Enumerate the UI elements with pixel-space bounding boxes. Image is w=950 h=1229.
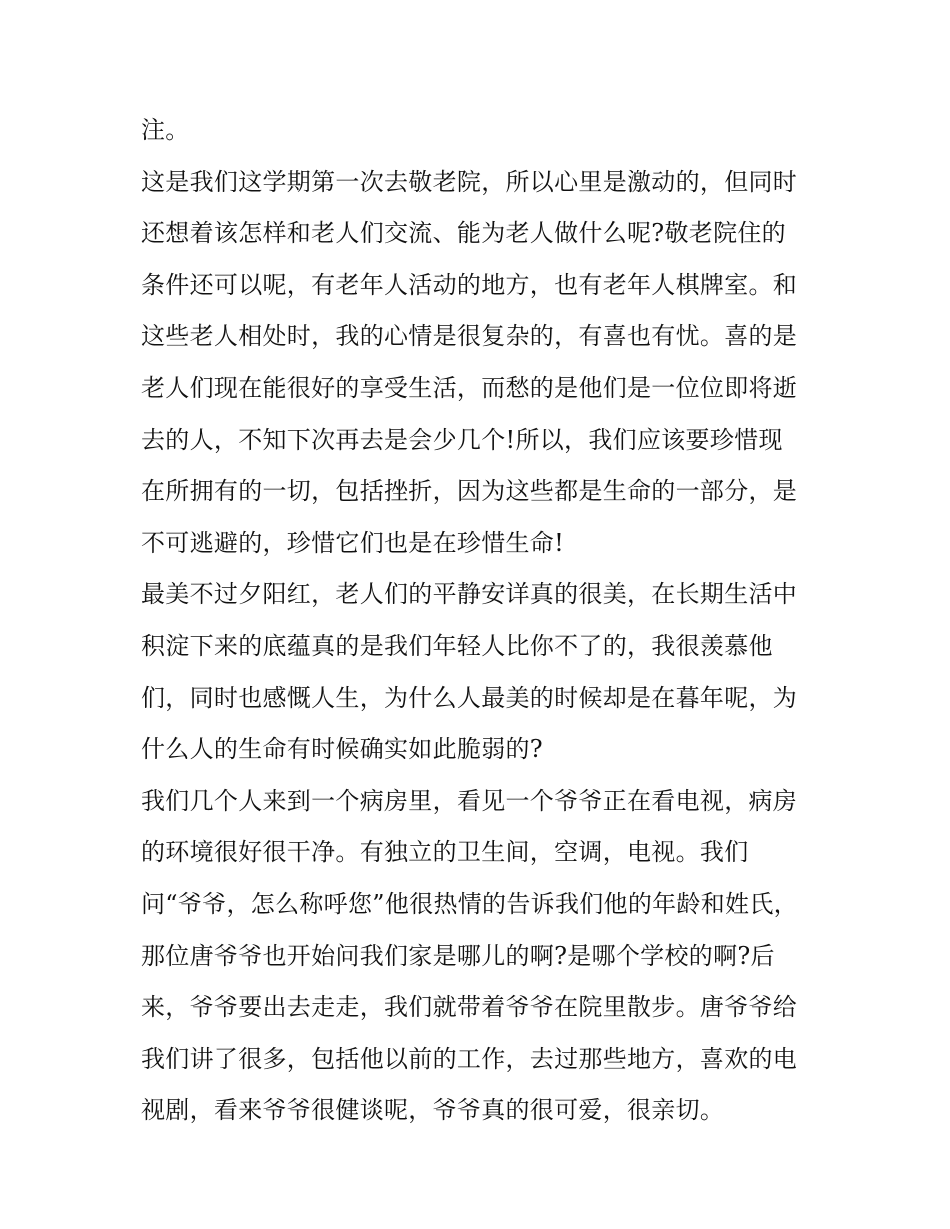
text-line: 们，同时也感慨人生，为什么人最美的时候却是在暮年呢，为: [141, 683, 798, 712]
text-line: 不可逃避的，珍惜它们也是在珍惜生命!: [141, 528, 565, 557]
text-line: 什么人的生命有时候确实如此脆弱的?: [141, 735, 543, 764]
text-line: 那位唐爷爷也开始问我们家是哪儿的啊?是哪个学校的啊?后: [141, 941, 775, 970]
text-line: 去的人，不知下次再去是会少几个!所以，我们应该要珍惜现: [141, 425, 783, 454]
text-line: 在所拥有的一切，包括挫折，因为这些都是生命的一部分，是: [141, 477, 798, 506]
text-line: 最美不过夕阳红，老人们的平静安详真的很美，在长期生活中: [141, 580, 798, 609]
text-line: 这是我们这学期第一次去敬老院，所以心里是激动的，但同时: [141, 167, 798, 196]
text-line: 这些老人相处时，我的心情是很复杂的，有喜也有忧。喜的是: [141, 322, 798, 351]
text-line: 我们几个人来到一个病房里，看见一个爷爷正在看电视，病房: [141, 786, 798, 815]
text-line: 我们讲了很多，包括他以前的工作，去过那些地方，喜欢的电: [141, 1044, 798, 1073]
body-text: [141, 105, 821, 1137]
text-line: 注。: [141, 116, 190, 144]
text-line: 的环境很好很干净。有独立的卫生间，空调，电视。我们: [141, 838, 749, 867]
text-line: 积淀下来的底蕴真的是我们年轻人比你不了的，我很羡慕他: [141, 631, 773, 660]
text-line: 老人们现在能很好的享受生活，而愁的是他们是一位位即将逝: [141, 373, 798, 402]
text-line: 还想着该怎样和老人们交流、能为老人做什么呢?敬老院住的: [141, 219, 786, 248]
text-line: 视剧，看来爷爷很健谈呢，爷爷真的很可爱，很亲切。: [141, 1096, 725, 1125]
text-line: 来，爷爷要出去走走，我们就带着爷爷在院里散步。唐爷爷给: [141, 993, 798, 1022]
text-line: 条件还可以呢，有老年人活动的地方，也有老年人棋牌室。和: [141, 270, 798, 299]
text-line: 问“爷爷，怎么称呼您”他很热情的告诉我们他的年龄和姓氏，: [141, 889, 798, 918]
